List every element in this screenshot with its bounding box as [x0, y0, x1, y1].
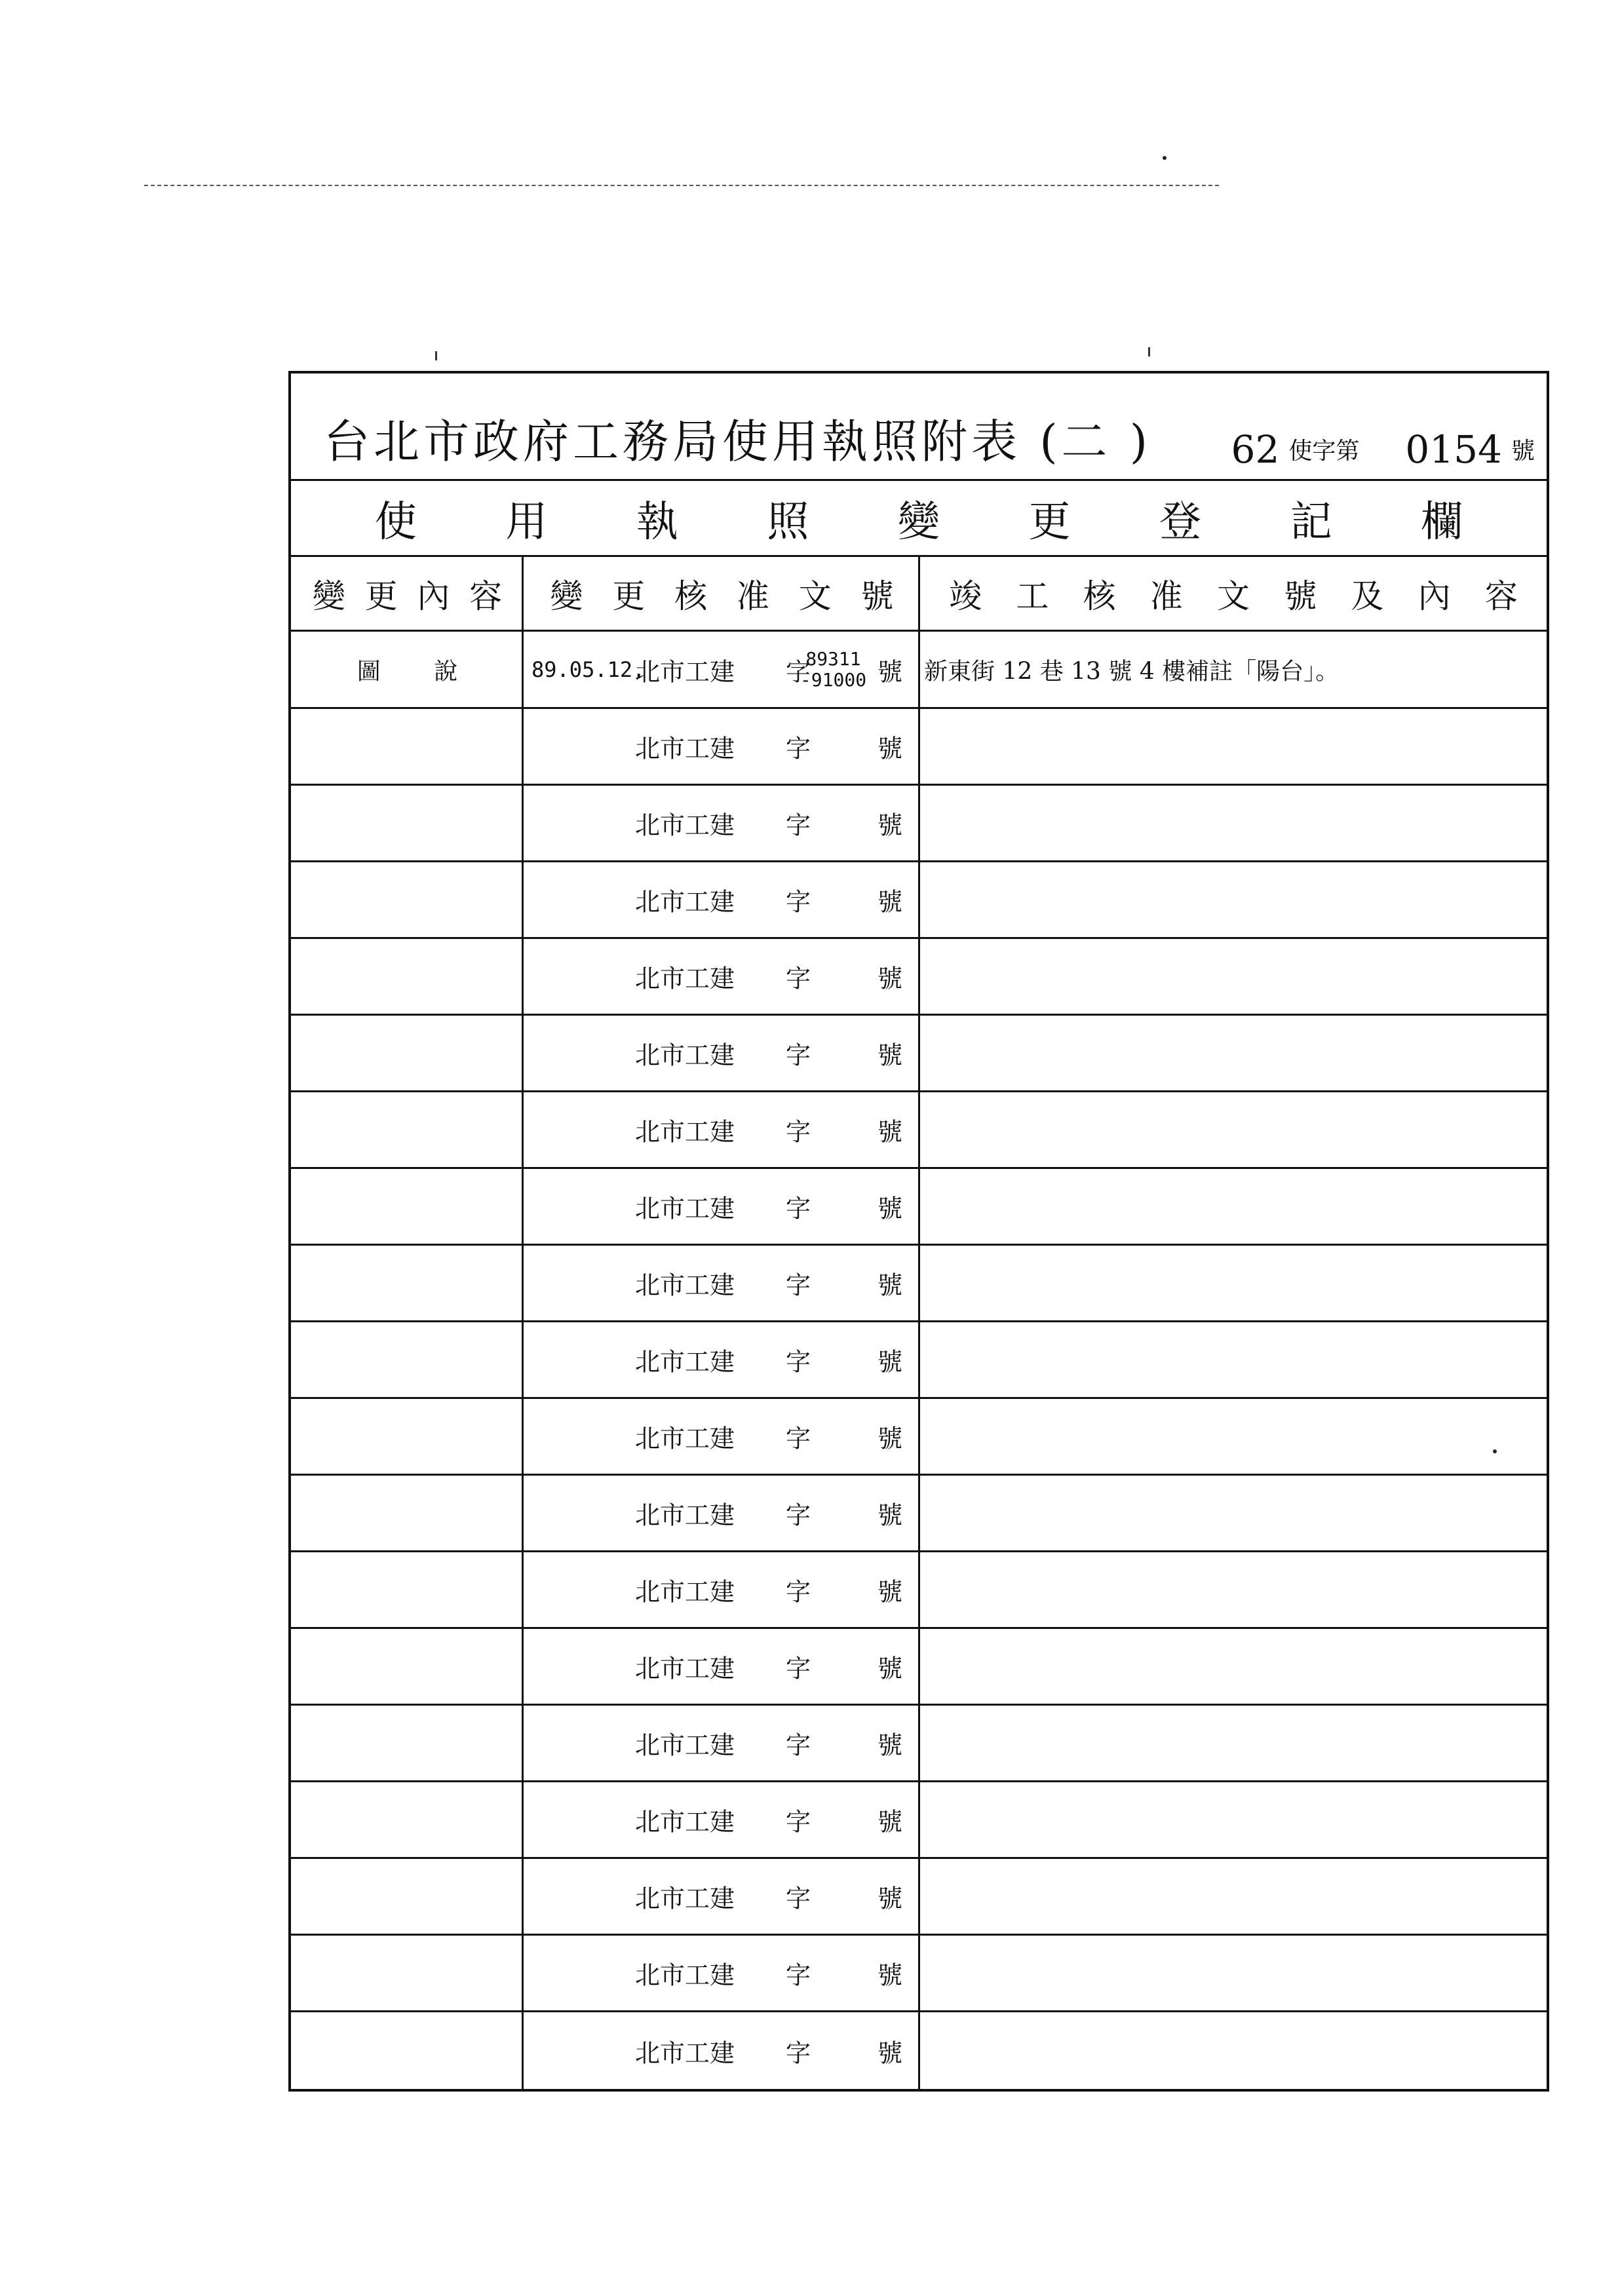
- column-header-char: 容: [469, 577, 503, 615]
- approval-number-cell: [524, 939, 920, 1014]
- registration-rows: [291, 632, 1547, 2089]
- change-content-cell: [291, 1782, 524, 1857]
- approval-office: 北市工建: [635, 1501, 735, 1530]
- approval-char: 字: [786, 1807, 811, 1837]
- approval-hao: 號: [878, 1347, 903, 1377]
- approval-office: 北市工建: [635, 1807, 735, 1837]
- approval-number-line: -91000: [800, 668, 867, 691]
- completion-content-cell: [920, 1859, 1547, 1934]
- approval-hao: 號: [878, 2038, 903, 2067]
- table-row: [291, 1322, 1547, 1399]
- approval-hao: 號: [878, 1501, 903, 1530]
- approval-hao: 號: [878, 811, 903, 840]
- approval-hao: 號: [878, 1731, 903, 1760]
- heading-char: 登: [1159, 497, 1202, 546]
- approval-char: 字: [786, 1654, 811, 1683]
- column-header-char: 號: [860, 577, 894, 615]
- completion-content-cell: [920, 1092, 1547, 1167]
- approval-char: 字: [786, 734, 811, 763]
- approval-number-cell: [524, 1936, 920, 2010]
- approval-number-cell: [524, 632, 920, 707]
- approval-hao: 號: [878, 1194, 903, 1223]
- approval-hao: 號: [878, 734, 903, 763]
- form-title: 台北市政府工務局使用執照附表 (二 ): [324, 415, 1152, 469]
- change-content-cell: [291, 1092, 524, 1167]
- approval-number-cell: [524, 2012, 920, 2089]
- approval-number-cell: [524, 1322, 920, 1397]
- approval-char: 字: [786, 2038, 811, 2067]
- column-header-char: 文: [1216, 577, 1250, 615]
- completion-content-cell: [920, 1552, 1547, 1627]
- approval-number-cell: [524, 1629, 920, 1704]
- approval-hao: 號: [878, 1041, 903, 1070]
- column-header-char: 變: [312, 577, 345, 615]
- approval-office: 北市工建: [635, 964, 735, 993]
- column-header-char: 工: [1016, 577, 1049, 615]
- change-content-char: 說: [434, 658, 458, 685]
- table-row: [291, 632, 1547, 709]
- approval-number-cell: [524, 1782, 920, 1857]
- completion-content-cell: [920, 1399, 1547, 1474]
- column-header-char: 內: [1418, 577, 1451, 615]
- approval-office: 北市工建: [635, 1654, 735, 1683]
- approval-hao: 號: [878, 657, 903, 686]
- approval-number-cell: [524, 786, 920, 860]
- scan-artifact-tick: [1148, 347, 1150, 356]
- approval-hao: 號: [878, 1117, 903, 1147]
- section-heading: [291, 481, 1547, 557]
- approval-number-cell: [524, 1399, 920, 1474]
- column-header-change: [291, 557, 524, 632]
- completion-content-cell: [920, 1322, 1547, 1397]
- completion-content-cell: [920, 1782, 1547, 1857]
- approval-office: 北市工建: [635, 1961, 735, 1990]
- completion-content-cell: [920, 939, 1547, 1014]
- approval-office: 北市工建: [635, 1424, 735, 1453]
- approval-number-cell: [524, 1552, 920, 1627]
- approval-number-cell: [524, 1476, 920, 1550]
- approval-hao: 號: [878, 1424, 903, 1453]
- column-header-char: 准: [736, 577, 769, 615]
- approval-number-cell: [524, 1706, 920, 1780]
- change-content-cell: [291, 632, 524, 707]
- permit-appendix-form: [288, 371, 1549, 2092]
- table-row: [291, 2012, 1547, 2089]
- table-row: [291, 862, 1547, 939]
- approval-number-cell: [524, 862, 920, 937]
- completion-content-cell: [920, 1629, 1547, 1704]
- table-row: [291, 1016, 1547, 1092]
- column-header-char: 竣: [949, 577, 982, 615]
- approval-office: 北市工建: [635, 734, 735, 763]
- table-row: [291, 1476, 1547, 1552]
- permit-word: 使字第: [1288, 438, 1360, 465]
- change-content-cell: [291, 1706, 524, 1780]
- table-row: [291, 1782, 1547, 1859]
- table-row: [291, 1629, 1547, 1706]
- completion-content-cell: [920, 2012, 1547, 2089]
- approval-number-cell: [524, 709, 920, 784]
- column-header-char: 號: [1284, 577, 1317, 615]
- approval-char: 字: [786, 657, 811, 686]
- approval-hao: 號: [878, 1884, 903, 1913]
- change-content-cell: [291, 1936, 524, 2010]
- completion-content-cell: [920, 632, 1547, 707]
- approval-office: 北市工建: [635, 1041, 735, 1070]
- heading-char: 更: [1028, 497, 1071, 546]
- approval-hao: 號: [878, 1577, 903, 1607]
- approval-char: 字: [786, 887, 811, 917]
- approval-date: 89.05.12.: [531, 657, 646, 682]
- change-content-cell: [291, 709, 524, 784]
- heading-char: 照: [767, 497, 809, 546]
- approval-number-cell: [524, 1859, 920, 1934]
- permit-prefix: 62: [1231, 427, 1280, 472]
- approval-office: 北市工建: [635, 1271, 735, 1300]
- column-header-char: 容: [1484, 577, 1518, 615]
- approval-number-cell: [524, 1246, 920, 1320]
- scan-artifact-speck: [1163, 156, 1167, 160]
- table-row: [291, 1246, 1547, 1322]
- heading-char: 使: [374, 497, 417, 546]
- heading-char: 記: [1290, 497, 1332, 546]
- completion-content-cell: [920, 1706, 1547, 1780]
- heading-char: 欄: [1421, 497, 1463, 546]
- heading-char: 變: [897, 497, 940, 546]
- column-header-approval: [524, 557, 920, 632]
- approval-number-cell: [524, 1016, 920, 1090]
- approval-char: 字: [786, 1041, 811, 1070]
- completion-content-cell: [920, 786, 1547, 860]
- table-row: [291, 786, 1547, 862]
- completion-content-cell: [920, 862, 1547, 937]
- table-row: [291, 1552, 1547, 1629]
- change-content-cell: [291, 1629, 524, 1704]
- change-content-cell: [291, 1016, 524, 1090]
- approval-hao: 號: [878, 887, 903, 917]
- column-header-char: 核: [674, 577, 708, 615]
- approval-char: 字: [786, 1117, 811, 1147]
- table-row: [291, 1706, 1547, 1782]
- heading-char: 用: [505, 497, 548, 546]
- change-content-cell: [291, 1322, 524, 1397]
- approval-office: 北市工建: [635, 1117, 735, 1147]
- approval-hao: 號: [878, 1807, 903, 1837]
- approval-office: 北市工建: [635, 2038, 735, 2067]
- approval-office: 北市工建: [635, 1731, 735, 1760]
- approval-char: 字: [786, 1884, 811, 1913]
- column-header-char: 更: [364, 577, 398, 615]
- change-content-cell: [291, 1476, 524, 1550]
- permit-number-label: [1231, 427, 1535, 472]
- table-row: [291, 1936, 1547, 2012]
- approval-char: 字: [786, 1194, 811, 1223]
- approval-number: [799, 649, 868, 691]
- scan-artifact-line: [144, 185, 1219, 186]
- approval-char: 字: [786, 1577, 811, 1607]
- completion-content-cell: [920, 1016, 1547, 1090]
- table-row: [291, 1092, 1547, 1169]
- change-content-cell: [291, 1246, 524, 1320]
- table-row: [291, 1399, 1547, 1476]
- column-header-char: 變: [550, 577, 583, 615]
- approval-office: 北市工建: [635, 1194, 735, 1223]
- approval-char: 字: [786, 1501, 811, 1530]
- column-header-char: 准: [1149, 577, 1183, 615]
- table-row: [291, 1169, 1547, 1246]
- change-content-cell: [291, 1399, 524, 1474]
- approval-office: 北市工建: [635, 1347, 735, 1377]
- completion-content-cell: [920, 1169, 1547, 1244]
- completion-content-cell: [920, 1936, 1547, 2010]
- permit-suffix: 號: [1511, 438, 1535, 465]
- change-content-cell: [291, 786, 524, 860]
- heading-char: 執: [636, 497, 678, 546]
- change-content-cell: [291, 1859, 524, 1934]
- approval-char: 字: [786, 1271, 811, 1300]
- column-header-char: 內: [417, 577, 450, 615]
- approval-hao: 號: [878, 1961, 903, 1990]
- change-content-cell: [291, 2012, 524, 2089]
- approval-char: 字: [786, 1347, 811, 1377]
- completion-description: 新東街 12 巷 13 號 4 樓補註「陽台」。: [924, 658, 1340, 685]
- approval-office: 北市工建: [635, 657, 735, 686]
- approval-office: 北市工建: [635, 1884, 735, 1913]
- column-header-char: 更: [612, 577, 646, 615]
- approval-char: 字: [786, 964, 811, 993]
- change-content-char: 圖: [357, 658, 381, 685]
- approval-char: 字: [786, 1731, 811, 1760]
- column-header-char: 及: [1351, 577, 1384, 615]
- table-row: [291, 939, 1547, 1016]
- column-header-char: 文: [798, 577, 832, 615]
- column-header-char: 核: [1083, 577, 1116, 615]
- approval-char: 字: [786, 1961, 811, 1990]
- approval-office: 北市工建: [635, 887, 735, 917]
- permit-number: 0154: [1405, 427, 1502, 472]
- approval-number-cell: [524, 1092, 920, 1167]
- change-content-cell: [291, 862, 524, 937]
- change-content-cell: [291, 1169, 524, 1244]
- approval-office: 北市工建: [635, 811, 735, 840]
- approval-hao: 號: [878, 964, 903, 993]
- approval-number-cell: [524, 1169, 920, 1244]
- completion-content-cell: [920, 1476, 1547, 1550]
- scan-artifact-tick: [435, 351, 437, 360]
- table-row: [291, 709, 1547, 786]
- completion-content-cell: [920, 709, 1547, 784]
- change-content-cell: [291, 1552, 524, 1627]
- table-row: [291, 1859, 1547, 1936]
- approval-hao: 號: [878, 1654, 903, 1683]
- approval-char: 字: [786, 1424, 811, 1453]
- column-header-completion: [920, 557, 1547, 632]
- approval-number-line: 89311: [805, 647, 861, 670]
- approval-char: 字: [786, 811, 811, 840]
- approval-hao: 號: [878, 1271, 903, 1300]
- completion-content-cell: [920, 1246, 1547, 1320]
- title-row: [291, 373, 1547, 481]
- approval-office: 北市工建: [635, 1577, 735, 1607]
- change-content-cell: [291, 939, 524, 1014]
